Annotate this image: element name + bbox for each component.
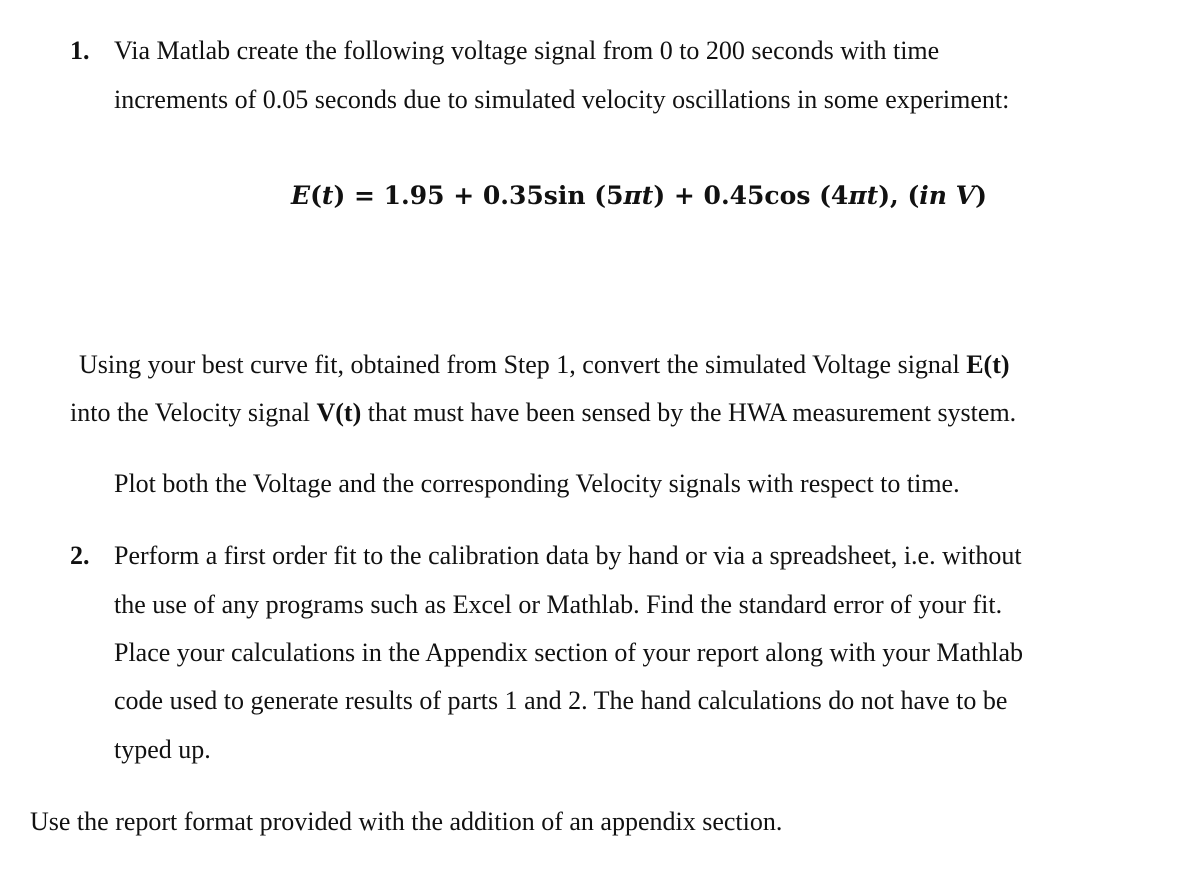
- item-1-number: 1.: [70, 36, 90, 65]
- convert-line-2-prefix: into the Velocity signal: [70, 398, 317, 427]
- convert-line-1-text: Using your best curve fit, obtained from Step 1, convert the simulated Voltage signal: [79, 350, 967, 379]
- convert-paragraph-line-2: [70, 397, 1016, 429]
- equation-mid: ) + 0.45cos (4: [653, 181, 849, 210]
- item-2-line-3: Place your calculations in the Appendix section of your report along with your Mathlab: [114, 638, 1024, 667]
- convert-line-2-suffix: that must have been sensed by the HWA measurement system.: [361, 398, 1017, 427]
- equation-pi-1: π: [623, 181, 642, 210]
- velocity-signal-symbol: V(t): [316, 398, 362, 427]
- voltage-signal-symbol: E(t): [966, 350, 1010, 379]
- voltage-equation: E(t) = 1.95 + 0.35sin (5πt) + 0.45cos (4πt), (in V): [291, 181, 987, 210]
- convert-paragraph-line-1: [79, 349, 1010, 381]
- equation-lhs-func: E: [291, 181, 311, 210]
- plot-instruction: Plot both the Voltage and the corresponding Velocity signals with respect to time.: [114, 469, 960, 498]
- equation-lhs-var: t: [321, 181, 334, 210]
- item-2-line-1: Perform a first order fit to the calibration data by hand or via a spreadsheet, i.e. without: [114, 541, 1022, 570]
- item-1-line-1: Via Matlab create the following voltage signal from 0 to 200 seconds with time: [114, 36, 940, 65]
- equation-rhs-main: = 1.95 + 0.35sin (5: [345, 181, 624, 210]
- item-2-line-2: the use of any programs such as Excel or Mathlab. Find the standard error of your fit.: [114, 590, 1003, 619]
- item-2-number: 2.: [70, 541, 90, 570]
- item-1-line-2: increments of 0.05 seconds due to simulated velocity oscillations in some experiment:: [114, 85, 1010, 114]
- equation-unit-close: ): [975, 181, 987, 210]
- item-2-line-5: typed up.: [114, 735, 211, 764]
- equation-t-1: t: [641, 181, 654, 210]
- equation-pi-2: π: [848, 181, 867, 210]
- closing-line: Use the report format provided with the addition of an appendix section.: [30, 807, 783, 836]
- equation-unit: in V: [919, 181, 976, 210]
- equation-close: ), (: [878, 181, 920, 210]
- equation-t-2: t: [866, 181, 879, 210]
- item-2-line-4: code used to generate results of parts 1 and 2. The hand calculations do not have to be: [114, 686, 1008, 715]
